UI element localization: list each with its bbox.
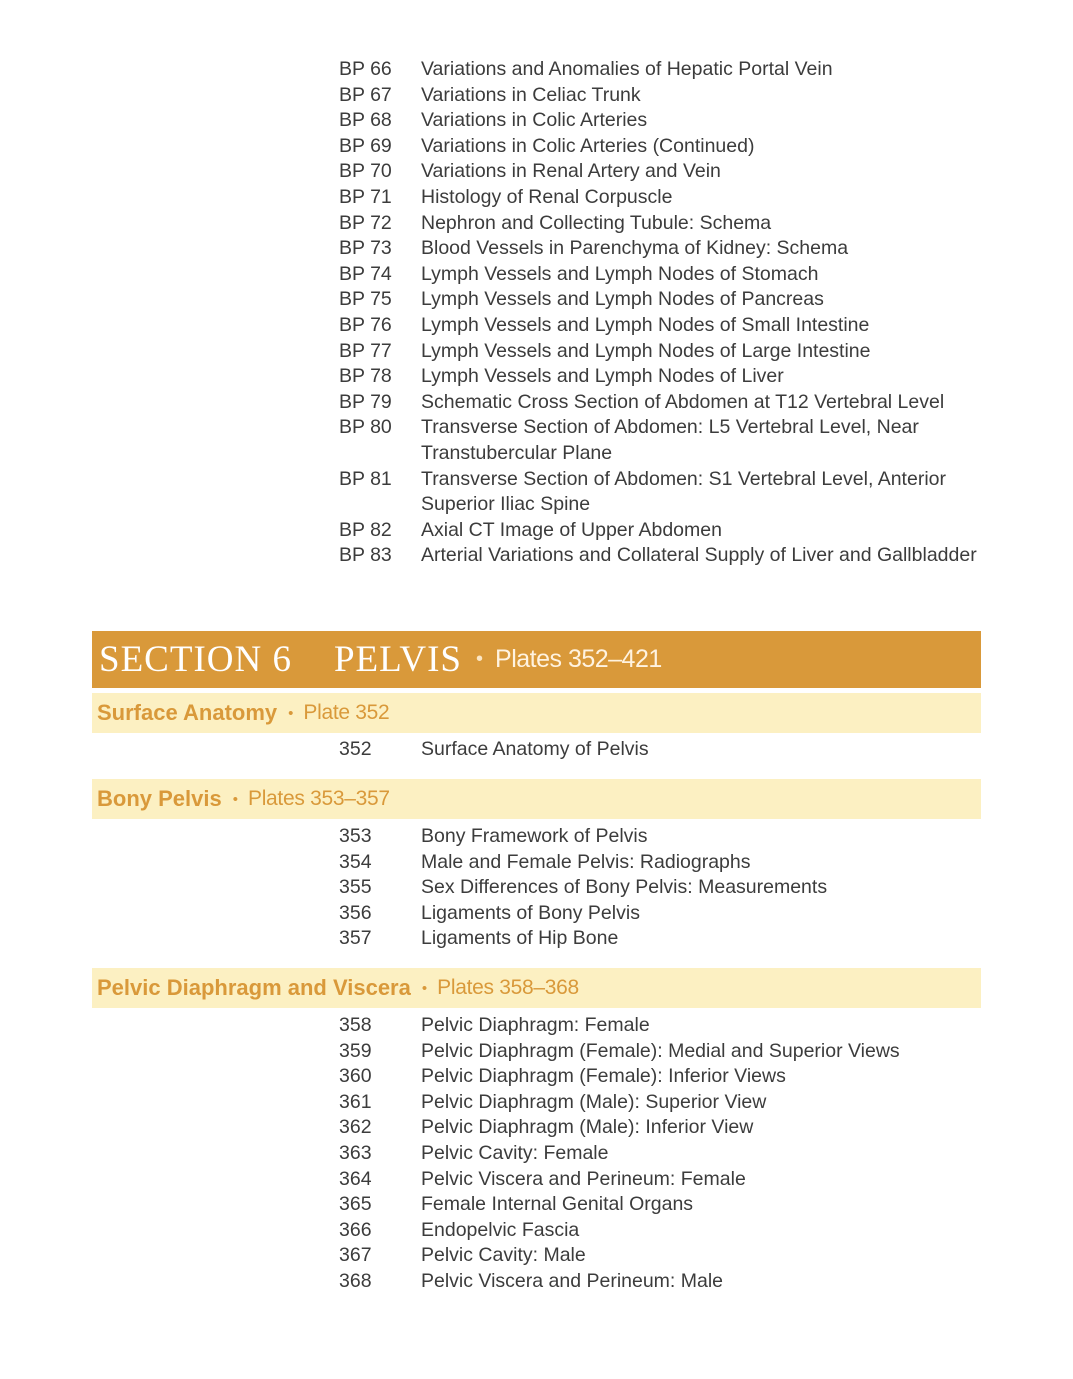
toc-entry [0, 262, 1073, 288]
plate-number: BP 67 [339, 83, 392, 106]
plate-title: Bony Framework of Pelvis [421, 825, 648, 847]
plate-title: Pelvic Cavity: Female [421, 1141, 609, 1164]
subsection-header-pelvic-diaphragm [92, 968, 981, 1008]
toc-entry [0, 185, 1073, 211]
plate-number: BP 71 [339, 185, 392, 208]
section-label: SECTION 6 [99, 639, 292, 680]
toc-entry [0, 850, 1073, 876]
plate-title: Schematic Cross Section of Abdomen at T12 Vertebral Level [421, 390, 945, 413]
toc-entry [0, 1167, 1073, 1193]
toc-entry [0, 83, 1073, 109]
toc-entry [0, 1243, 1073, 1269]
surface-anatomy-entry-list [0, 737, 1073, 763]
toc-entry [0, 134, 1073, 160]
plate-number: 358 [339, 1014, 372, 1036]
plate-number: 359 [339, 1039, 372, 1062]
plate-title: Sex Differences of Bony Pelvis: Measurements [421, 876, 828, 899]
plate-title: Axial CT Image of Upper Abdomen [421, 518, 722, 541]
plate-title: Surface Anatomy of Pelvis [421, 738, 649, 760]
plate-number: 352 [339, 738, 372, 760]
plate-title: Pelvic Diaphragm (Female): Medial and Superior Views [421, 1039, 900, 1062]
plate-number: BP 82 [339, 518, 392, 541]
toc-entry [0, 390, 1073, 416]
toc-entry [0, 543, 1073, 569]
plate-title: Lymph Vessels and Lymph Nodes of Small Intestine [421, 313, 870, 336]
toc-entry [0, 824, 1073, 850]
toc-entry [0, 108, 1073, 134]
subsection-header-surface-anatomy [92, 693, 981, 733]
subsection-title: Bony Pelvis [97, 786, 222, 811]
plate-title: Pelvic Viscera and Perineum: Female [421, 1167, 746, 1190]
toc-entry [0, 313, 1073, 339]
toc-entry [0, 518, 1073, 544]
subsection-header-bony-pelvis [92, 779, 981, 819]
plate-number: BP 68 [339, 109, 392, 132]
toc-entry [0, 1115, 1073, 1141]
plate-title: Transverse Section of Abdomen: S1 Vertebral Level, Anterior Superior Iliac Spine [421, 467, 946, 516]
plate-title: Nephron and Collecting Tubule: Schema [421, 211, 772, 234]
plate-title: Lymph Vessels and Lymph Nodes of Large Intestine [421, 339, 871, 362]
plate-title: Ligaments of Bony Pelvis [421, 901, 640, 924]
toc-entry [0, 236, 1073, 262]
plate-title: Pelvic Viscera and Perineum: Male [421, 1269, 724, 1292]
bony-pelvis-entry-list [0, 824, 1073, 952]
toc-entry [0, 1039, 1073, 1065]
bp-entry-list [0, 57, 1073, 569]
plate-title: Variations in Celiac Trunk [421, 83, 641, 106]
plate-number: 354 [339, 850, 372, 873]
plate-number: BP 78 [339, 365, 392, 388]
plate-title: Variations in Renal Artery and Vein [421, 160, 721, 183]
subsection-separator-dot: • [288, 704, 294, 722]
plate-number: 360 [339, 1065, 372, 1088]
plate-number: 366 [339, 1218, 372, 1241]
plate-number: 353 [339, 825, 372, 847]
subsection-title: Surface Anatomy [97, 700, 278, 725]
plate-title: Arterial Variations and Collateral Supply of Liver and Gallbladder [421, 544, 977, 567]
toc-entry [0, 1269, 1073, 1295]
plate-title: Blood Vessels in Parenchyma of Kidney: Schema [421, 237, 849, 260]
subsection-plates: Plates 353–357 [247, 787, 390, 810]
plate-number: 356 [339, 901, 372, 924]
plate-number: BP 69 [339, 134, 392, 157]
plate-number: 362 [339, 1116, 372, 1139]
plate-title: Variations in Colic Arteries [421, 109, 648, 132]
plate-title: Lymph Vessels and Lymph Nodes of Liver [421, 365, 784, 388]
section-banner [92, 631, 981, 688]
toc-entry [0, 287, 1073, 313]
plate-number: BP 73 [339, 237, 392, 260]
toc-entry [0, 159, 1073, 185]
toc-entry [0, 1141, 1073, 1167]
plate-title: Endopelvic Fascia [421, 1218, 580, 1241]
subsection-separator-dot: • [421, 979, 428, 997]
toc-entry [0, 1192, 1073, 1218]
plate-number: BP 75 [339, 288, 392, 311]
toc-entry [0, 364, 1073, 390]
plate-title: Pelvic Diaphragm (Male): Inferior View [421, 1116, 754, 1139]
subsection-title: Pelvic Diaphragm and Viscera [97, 975, 411, 1000]
subsection-plates: Plate 352 [303, 701, 390, 724]
toc-entry [0, 1013, 1073, 1039]
plate-number: BP 76 [339, 313, 392, 336]
plate-number: BP 79 [339, 390, 392, 413]
plate-title: Lymph Vessels and Lymph Nodes of Pancreas [421, 288, 824, 311]
plate-title: Ligaments of Hip Bone [421, 927, 619, 950]
plate-number: BP 77 [339, 339, 392, 362]
toc-entry [0, 1064, 1073, 1090]
plate-number: 357 [339, 927, 372, 950]
plate-number: 364 [339, 1167, 372, 1190]
plate-title: Variations in Colic Arteries (Continued) [421, 134, 755, 157]
plate-number: BP 74 [339, 262, 392, 285]
plate-number: BP 83 [339, 544, 392, 567]
plate-number: 363 [339, 1141, 372, 1164]
subsection-separator-dot: • [232, 790, 238, 808]
toc-entry [0, 737, 1073, 763]
plate-title: Lymph Vessels and Lymph Nodes of Stomach [421, 262, 819, 285]
plate-title: Pelvic Diaphragm: Female [421, 1014, 650, 1036]
plate-title: Histology of Renal Corpuscle [421, 185, 673, 208]
plate-title: Female Internal Genital Organs [421, 1193, 694, 1216]
plate-number: 355 [339, 876, 372, 899]
toc-entry [0, 57, 1073, 83]
plate-title: Pelvic Diaphragm (Male): Superior View [421, 1090, 767, 1113]
toc-entry [0, 415, 1073, 466]
section-name: PELVIS [333, 639, 462, 680]
toc-entry [0, 1090, 1073, 1116]
toc-entry [0, 901, 1073, 927]
plate-title: Male and Female Pelvis: Radiographs [421, 850, 751, 873]
section-plates: Plates 352–421 [495, 645, 662, 673]
plate-number: 365 [339, 1193, 372, 1216]
subsection-plates: Plates 358–368 [437, 976, 579, 999]
plate-number: 361 [339, 1090, 372, 1113]
plate-number: 368 [339, 1269, 372, 1292]
section-separator-dot: • [476, 648, 484, 670]
toc-entry [0, 1218, 1073, 1244]
plate-number: 367 [339, 1244, 372, 1267]
plate-title: Transverse Section of Abdomen: L5 Vertebral Level, Near Transtubercular Plane [421, 416, 919, 464]
plate-number: BP 66 [339, 58, 392, 80]
toc-entry [0, 926, 1073, 952]
plate-number: BP 70 [339, 160, 392, 183]
toc-entry [0, 339, 1073, 365]
plate-number: BP 81 [339, 467, 392, 490]
toc-entry [0, 467, 1073, 518]
toc-entry [0, 875, 1073, 901]
pelvic-diaphragm-entry-list [0, 1013, 1073, 1295]
plate-number: BP 80 [339, 416, 392, 439]
plate-number: BP 72 [339, 211, 392, 234]
plate-title: Pelvic Diaphragm (Female): Inferior Views [421, 1065, 786, 1088]
plate-title: Pelvic Cavity: Male [421, 1244, 586, 1267]
toc-entry [0, 211, 1073, 237]
plate-title: Variations and Anomalies of Hepatic Portal Vein [421, 58, 833, 80]
